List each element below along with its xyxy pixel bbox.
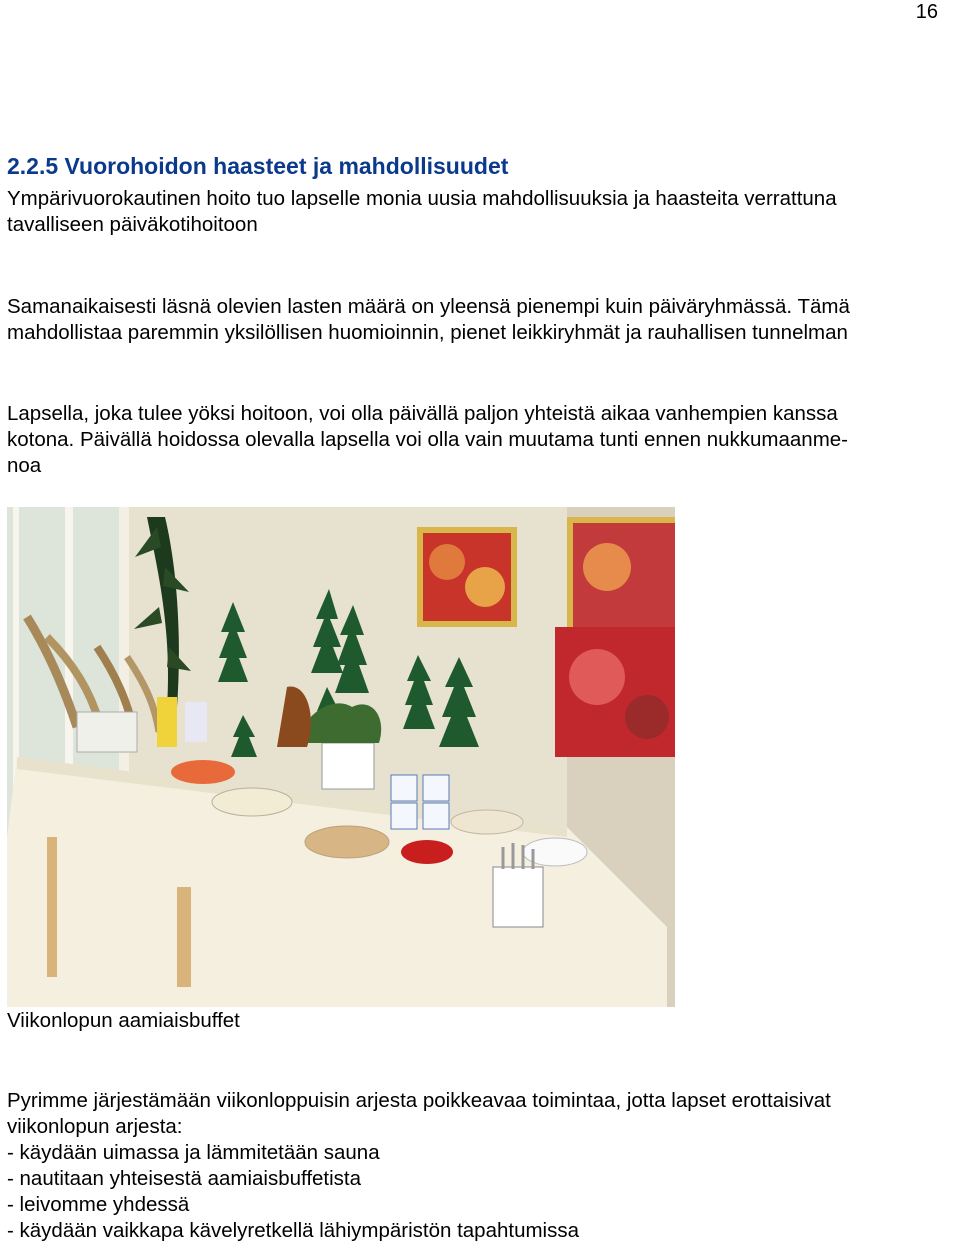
night-line: noa (7, 454, 42, 477)
page-number: 16 (915, 1, 938, 23)
weekend-line: viikonlopun arjesta: (7, 1115, 183, 1138)
weekend-line: Pyrimme järjestämään viikonloppuisin arjesta poikkeavaa toimintaa, jotta lapset erottaisivat (7, 1089, 831, 1112)
group-size-paragraph (7, 294, 957, 346)
intro-line: Ympärivuorokautinen hoito tuo lapselle monia uusia mahdollisuuksia ja haasteita verrattuna (7, 187, 837, 210)
intro-line: tavalliseen päiväkotihoitoon (7, 213, 258, 236)
group-line: mahdollistaa paremmin yksilöllisen huomioinnin, pienet leikkiryhmät ja rauhallisen tunnelman (7, 321, 848, 344)
weekend-list-item: - leivomme yhdessä (7, 1193, 190, 1216)
weekend-list-item: - nautitaan yhteisestä aamiaisbuffetista (7, 1167, 362, 1190)
weekend-list-item: - käydään vaikkapa kävelyretkellä lähiympäristön tapahtumissa (7, 1219, 580, 1242)
group-line: Samanaikaisesti läsnä olevien lasten määrä on yleensä pienempi kuin päiväryhmässä. Tämä (7, 295, 850, 318)
section-heading: 2.2.5 Vuorohoidon haasteet ja mahdollisuudet (7, 153, 509, 179)
breakfast-buffet-photo (7, 507, 675, 1007)
weekend-paragraph (7, 1088, 957, 1244)
photo-caption: Viikonlopun aamiaisbuffet (7, 1009, 240, 1032)
intro-paragraph (7, 186, 957, 238)
weekend-list-item: - käydään uimassa ja lämmitetään sauna (7, 1141, 380, 1164)
night-line: Lapsella, joka tulee yöksi hoitoon, voi olla päivällä paljon yhteistä aikaa vanhempien kanssa (7, 402, 838, 425)
night-care-paragraph (7, 401, 957, 479)
night-line: kotona. Päivällä hoidossa olevalla lapsella voi olla vain muutama tunti ennen nukkumaanme- (7, 428, 849, 451)
